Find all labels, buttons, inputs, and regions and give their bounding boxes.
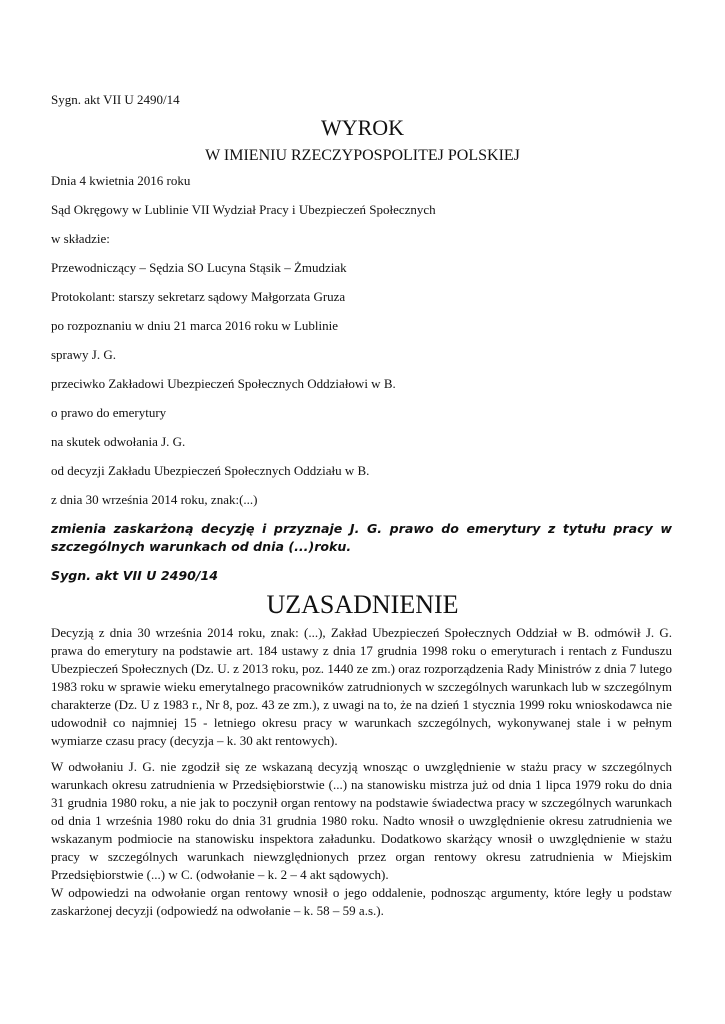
decision-date-line: z dnia 30 września 2014 roku, znak:(...) — [51, 492, 258, 507]
paragraph-1: Decyzją z dnia 30 września 2014 roku, znak: (...), Zakład Ubezpieczeń Społecznych Oddział w B. odmówił J. G. prawa do emerytury na podstawie art. 184 ustawy z dnia 17 grudnia 1998 roku o emeryturach i rentach z Funduszu Ubezpieczeń Społecznych (Dz. U. z 2013 roku, poz. 1440 ze zm.) oraz rozporządzenia Rady Ministrów z dnia 7 lutego 1983 roku w sprawie wieku emerytalnego pracowników zatrudnionych w szczególnych warunkach lub w szczególnym charakterze (Dz. U z 1983 r., Nr 8, poz. 43 ze zm.), z uwagi na to, że na dzień 1 stycznia 1999 roku wnioskodawca nie udowodnił co najmniej 15 - letniego okresu pracy w warunkach szczególnych, wykonywanej stale i w pełnym wymiarze czasu pracy (decyzja – k. 30 akt rentowych). — [51, 625, 672, 748]
date-line: Dnia 4 kwietnia 2016 roku — [51, 173, 191, 188]
subject-line: o prawo do emerytury — [51, 405, 167, 420]
composition-label: w składzie: — [51, 231, 110, 246]
case-of-line: sprawy J. G. — [51, 347, 116, 362]
document-title: WYROK — [320, 115, 405, 140]
paragraph-3: W odpowiedzi na odwołanie organ rentowy wnosił o jego oddalenie, podnosząc argumenty, które legły u podstaw zaskarżonej decyzji (odpowiedź na odwołanie – k. 58 – 59 a.s.). — [51, 885, 672, 918]
document-subtitle: W IMIENIU RZECZYPOSPOLITEJ POLSKIEJ — [205, 147, 520, 164]
court-recorder: Protokolant: starszy sekretarz sądowy Małgorzata Gruza — [51, 289, 346, 304]
justification-title: UZASADNIENIE — [266, 590, 459, 619]
ruling-text: zmienia zaskarżoną decyzję i przyznaje J. G. prawo do emerytury z tytułu pracy w szczególnych warunkach od dnia (...)roku. — [51, 521, 672, 554]
from-decision-line: od decyzji Zakładu Ubezpieczeń Społecznych Oddziału w B. — [51, 463, 370, 478]
paragraph-2: W odwołaniu J. G. nie zgodził się ze wskazaną decyzją wnosząc o uwzględnienie w stażu pracy w szczególnych warunkach okresu zatrudnienia w Przedsiębiorstwie (...) na stanowisku mistrza już od dnia 1 lipca 1979 roku do dnia 31 grudnia 1980 roku, a nie jak to poczynił organ rentowy na podstawie świadectwa pracy w szczególnych warunkach od dnia 1 września 1980 roku do dnia 31 grudnia 1980 roku. Nadto wnosił o uwzględnienie okresu zatrudnienia we wskazanym podmiocie na stanowisku inspektora załadunku. Dodatkowo skarżący wnosił o uwzględnienie w stażu pracy w szczególnych warunkach niewzględnionych przez organ rentowy okresu zatrudnienia w Miejskim Przedsiębiorstwie (...) w C. (odwołanie – k. 2 – 4 akt sądowych). — [51, 759, 672, 882]
presiding-judge: Przewodniczący – Sędzia SO Lucyna Stąsik – Żmudziak — [51, 260, 347, 275]
appeal-line: na skutek odwołania J. G. — [51, 434, 186, 449]
case-number-2: Sygn. akt VII U 2490/14 — [51, 568, 218, 583]
against-line: przeciwko Zakładowi Ubezpieczeń Społecznych Oddziałowi w B. — [51, 376, 396, 391]
court-name: Sąd Okręgowy w Lublinie VII Wydział Pracy i Ubezpieczeń Społecznych — [51, 202, 436, 217]
hearing-line: po rozpoznaniu w dniu 21 marca 2016 roku w Lublinie — [51, 318, 339, 333]
case-number: Sygn. akt VII U 2490/14 — [51, 92, 180, 107]
